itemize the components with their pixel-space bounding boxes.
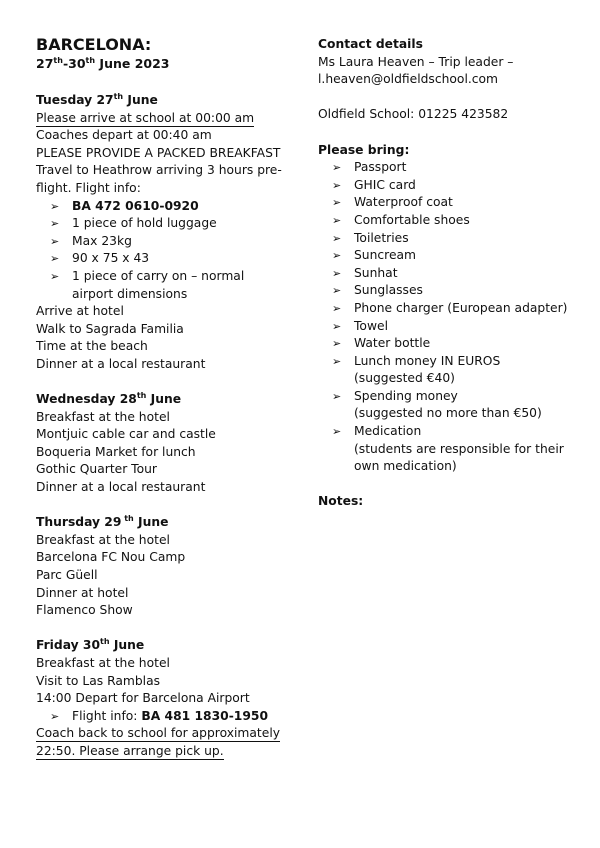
arrow-bullet-icon: ➢ (332, 231, 342, 245)
list-item: ➢ Towel (318, 318, 588, 336)
arrow-bullet-icon: ➢ (50, 217, 60, 231)
itinerary-line: PLEASE PROVIDE A PACKED BREAKFAST (36, 145, 281, 160)
itinerary-line: Arrive at hotel (36, 304, 124, 319)
list-item: ➢ Toiletries (318, 230, 588, 248)
list-item: ➢ Passport (318, 159, 588, 177)
itinerary-line: 22:50. Please arrange pick up. (36, 743, 224, 758)
bring-heading: Please bring: (318, 142, 410, 157)
list-item: ➢ BA 472 0610-0920 (36, 198, 298, 216)
itinerary-line: Coach back to school for approximately (36, 726, 281, 741)
itinerary-line: Dinner at hotel (36, 585, 129, 600)
itinerary-line: Flamenco Show (36, 603, 133, 618)
itinerary-line: Travel to Heathrow arriving 3 hours pre- (36, 163, 282, 178)
list-item: ➢ Spending money (suggested no more than €50) (332, 388, 542, 421)
list-item: ➢ Medication (students are responsible for their own medication) (332, 424, 564, 474)
flight-info-list (36, 708, 298, 726)
list-item: ➢ Max 23kg (36, 233, 298, 251)
itinerary-line: Visit to Las Ramblas (36, 673, 161, 688)
page-title: BARCELONA: (36, 35, 152, 54)
itinerary-line: Dinner at a local restaurant (36, 480, 206, 495)
arrow-bullet-icon: ➢ (332, 301, 342, 315)
notes-heading: Notes: (318, 494, 364, 509)
list-item: ➢ 90 x 75 x 43 (36, 250, 298, 268)
arrow-bullet-icon: ➢ (50, 252, 60, 266)
arrow-bullet-icon: ➢ (332, 266, 342, 280)
itinerary-line: Boqueria Market for lunch (36, 444, 196, 459)
arrow-bullet-icon: ➢ (332, 354, 342, 368)
itinerary-line: Breakfast at the hotel (36, 409, 170, 424)
list-item: ➢ Flight info: BA 481 1830-1950 (36, 708, 298, 726)
flight-info-list (36, 198, 298, 304)
trip-dates: 27th-30th June 2023 (36, 55, 170, 71)
itinerary-line: flight. Flight info: (36, 180, 141, 195)
day-heading-friday: Friday 30th June (36, 637, 145, 653)
arrow-bullet-icon: ➢ (332, 425, 342, 439)
itinerary-line: Breakfast at the hotel (36, 532, 170, 547)
itinerary-line: Gothic Quarter Tour (36, 462, 157, 477)
itinerary-line: Barcelona FC Nou Camp (36, 550, 186, 565)
arrow-bullet-icon: ➢ (332, 196, 342, 210)
list-item: ➢ 1 piece of hold luggage (36, 215, 298, 233)
contact-email: l.heaven@oldfieldschool.com (318, 72, 499, 87)
itinerary-line: Coaches depart at 00:40 am (36, 128, 212, 143)
arrow-bullet-icon: ➢ (332, 213, 342, 227)
day-heading-thursday: Thursday 29 $^{th}$ June (36, 514, 169, 530)
itinerary-line: Breakfast at the hotel (36, 656, 170, 670)
list-item: ➢ Sunglasses (318, 282, 588, 300)
itinerary-line: Please arrive at school at 00:00 am (36, 110, 255, 125)
arrow-bullet-icon: ➢ (50, 269, 60, 283)
list-item: ➢ Waterproof coat (318, 194, 588, 212)
list-item: ➢ Phone charger (European adapter) (318, 300, 588, 318)
list-item: ➢ GHIC card (318, 177, 588, 195)
info-column (318, 36, 588, 511)
list-item: ➢ Suncream (318, 247, 588, 265)
itinerary-column (36, 36, 298, 761)
list-item: ➢ Water bottle (318, 335, 588, 353)
arrow-bullet-icon: ➢ (332, 389, 342, 403)
list-item: ➢ 1 piece of carry on – normal airport dimensions (50, 268, 245, 301)
arrow-bullet-icon: ➢ (50, 199, 60, 213)
arrow-bullet-icon: ➢ (332, 284, 342, 298)
list-item: ➢ Lunch money IN EUROS (suggested €40) (332, 353, 501, 386)
bring-list (318, 159, 588, 476)
day-heading-tuesday: Tuesday 27th June (36, 91, 158, 107)
contact-heading: Contact details (318, 37, 423, 51)
itinerary-line: Walk to Sagrada Familia (36, 321, 184, 336)
arrow-bullet-icon: ➢ (332, 178, 342, 192)
list-item: ➢ Sunhat (318, 265, 588, 283)
day-heading-wednesday: Wednesday 28th June (36, 391, 182, 407)
itinerary-line: Parc Güell (36, 568, 98, 583)
contact-line: Ms Laura Heaven – Trip leader – (318, 54, 514, 69)
itinerary-line: Montjuic cable car and castle (36, 427, 216, 442)
itinerary-line: 14:00 Depart for Barcelona Airport (36, 691, 250, 706)
itinerary-line: Dinner at a local restaurant (36, 356, 206, 371)
arrow-bullet-icon: ➢ (332, 249, 342, 263)
arrow-bullet-icon: ➢ (332, 337, 342, 351)
list-item: ➢ Comfortable shoes (318, 212, 588, 230)
itinerary-line: Time at the beach (36, 339, 148, 354)
school-phone: Oldfield School: 01225 423582 (318, 107, 509, 122)
arrow-bullet-icon: ➢ (50, 234, 60, 248)
arrow-bullet-icon: ➢ (332, 161, 342, 175)
arrow-bullet-icon: ➢ (332, 319, 342, 333)
arrow-bullet-icon: ➢ (50, 709, 60, 723)
